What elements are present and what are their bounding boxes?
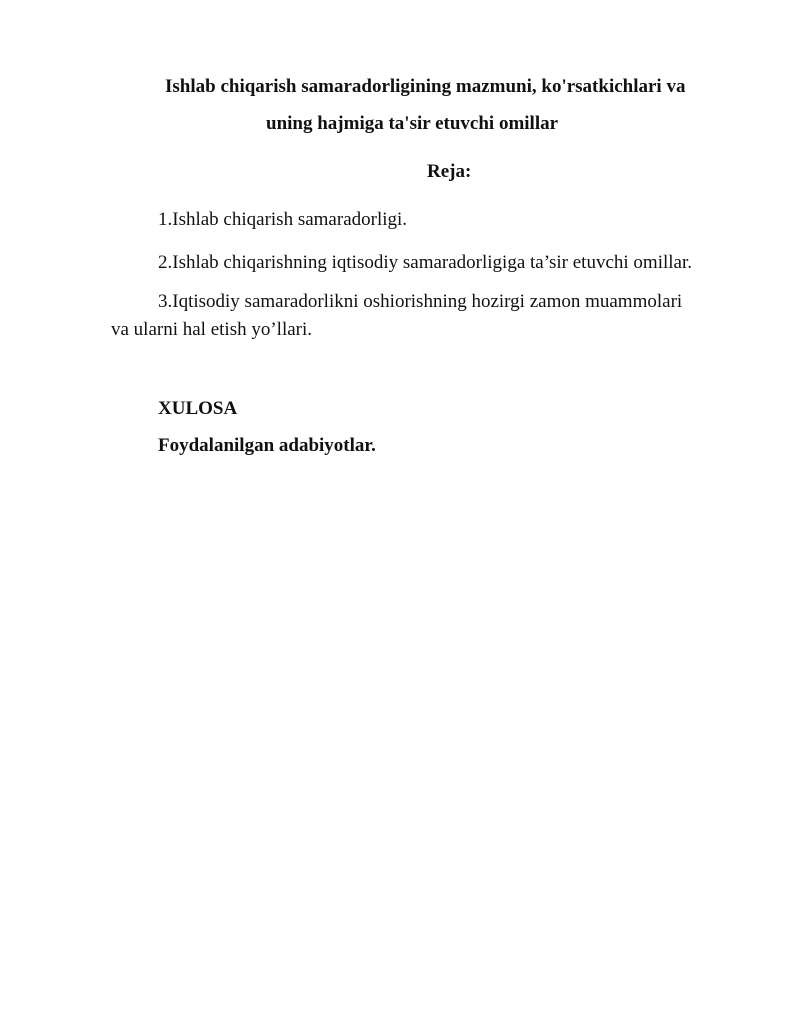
conclusion-heading: XULOSA — [158, 398, 238, 419]
document-title-line-1: Ishlab chiqarish samaradorligining mazmuni, ko'rsatkichlari va — [165, 76, 686, 97]
plan-heading: Reja: — [427, 161, 472, 182]
references-heading: Foydalanilgan adabiyotlar. — [158, 435, 376, 456]
document-title-line-2: uning hajmiga ta'sir etuvchi omillar — [266, 113, 559, 134]
plan-item-2: 2.Ishlab chiqarishning iqtisodiy samaradorligiga ta’sir etuvchi omillar. — [158, 252, 693, 273]
plan-item-3-line-2: va ularni hal etish yo’llari. — [111, 319, 313, 340]
plan-item-3-line-1: 3.Iqtisodiy samaradorlikni oshiorishning hozirgi zamon muammolari — [158, 291, 683, 312]
plan-item-1: 1.Ishlab chiqarish samaradorligi. — [158, 209, 408, 230]
